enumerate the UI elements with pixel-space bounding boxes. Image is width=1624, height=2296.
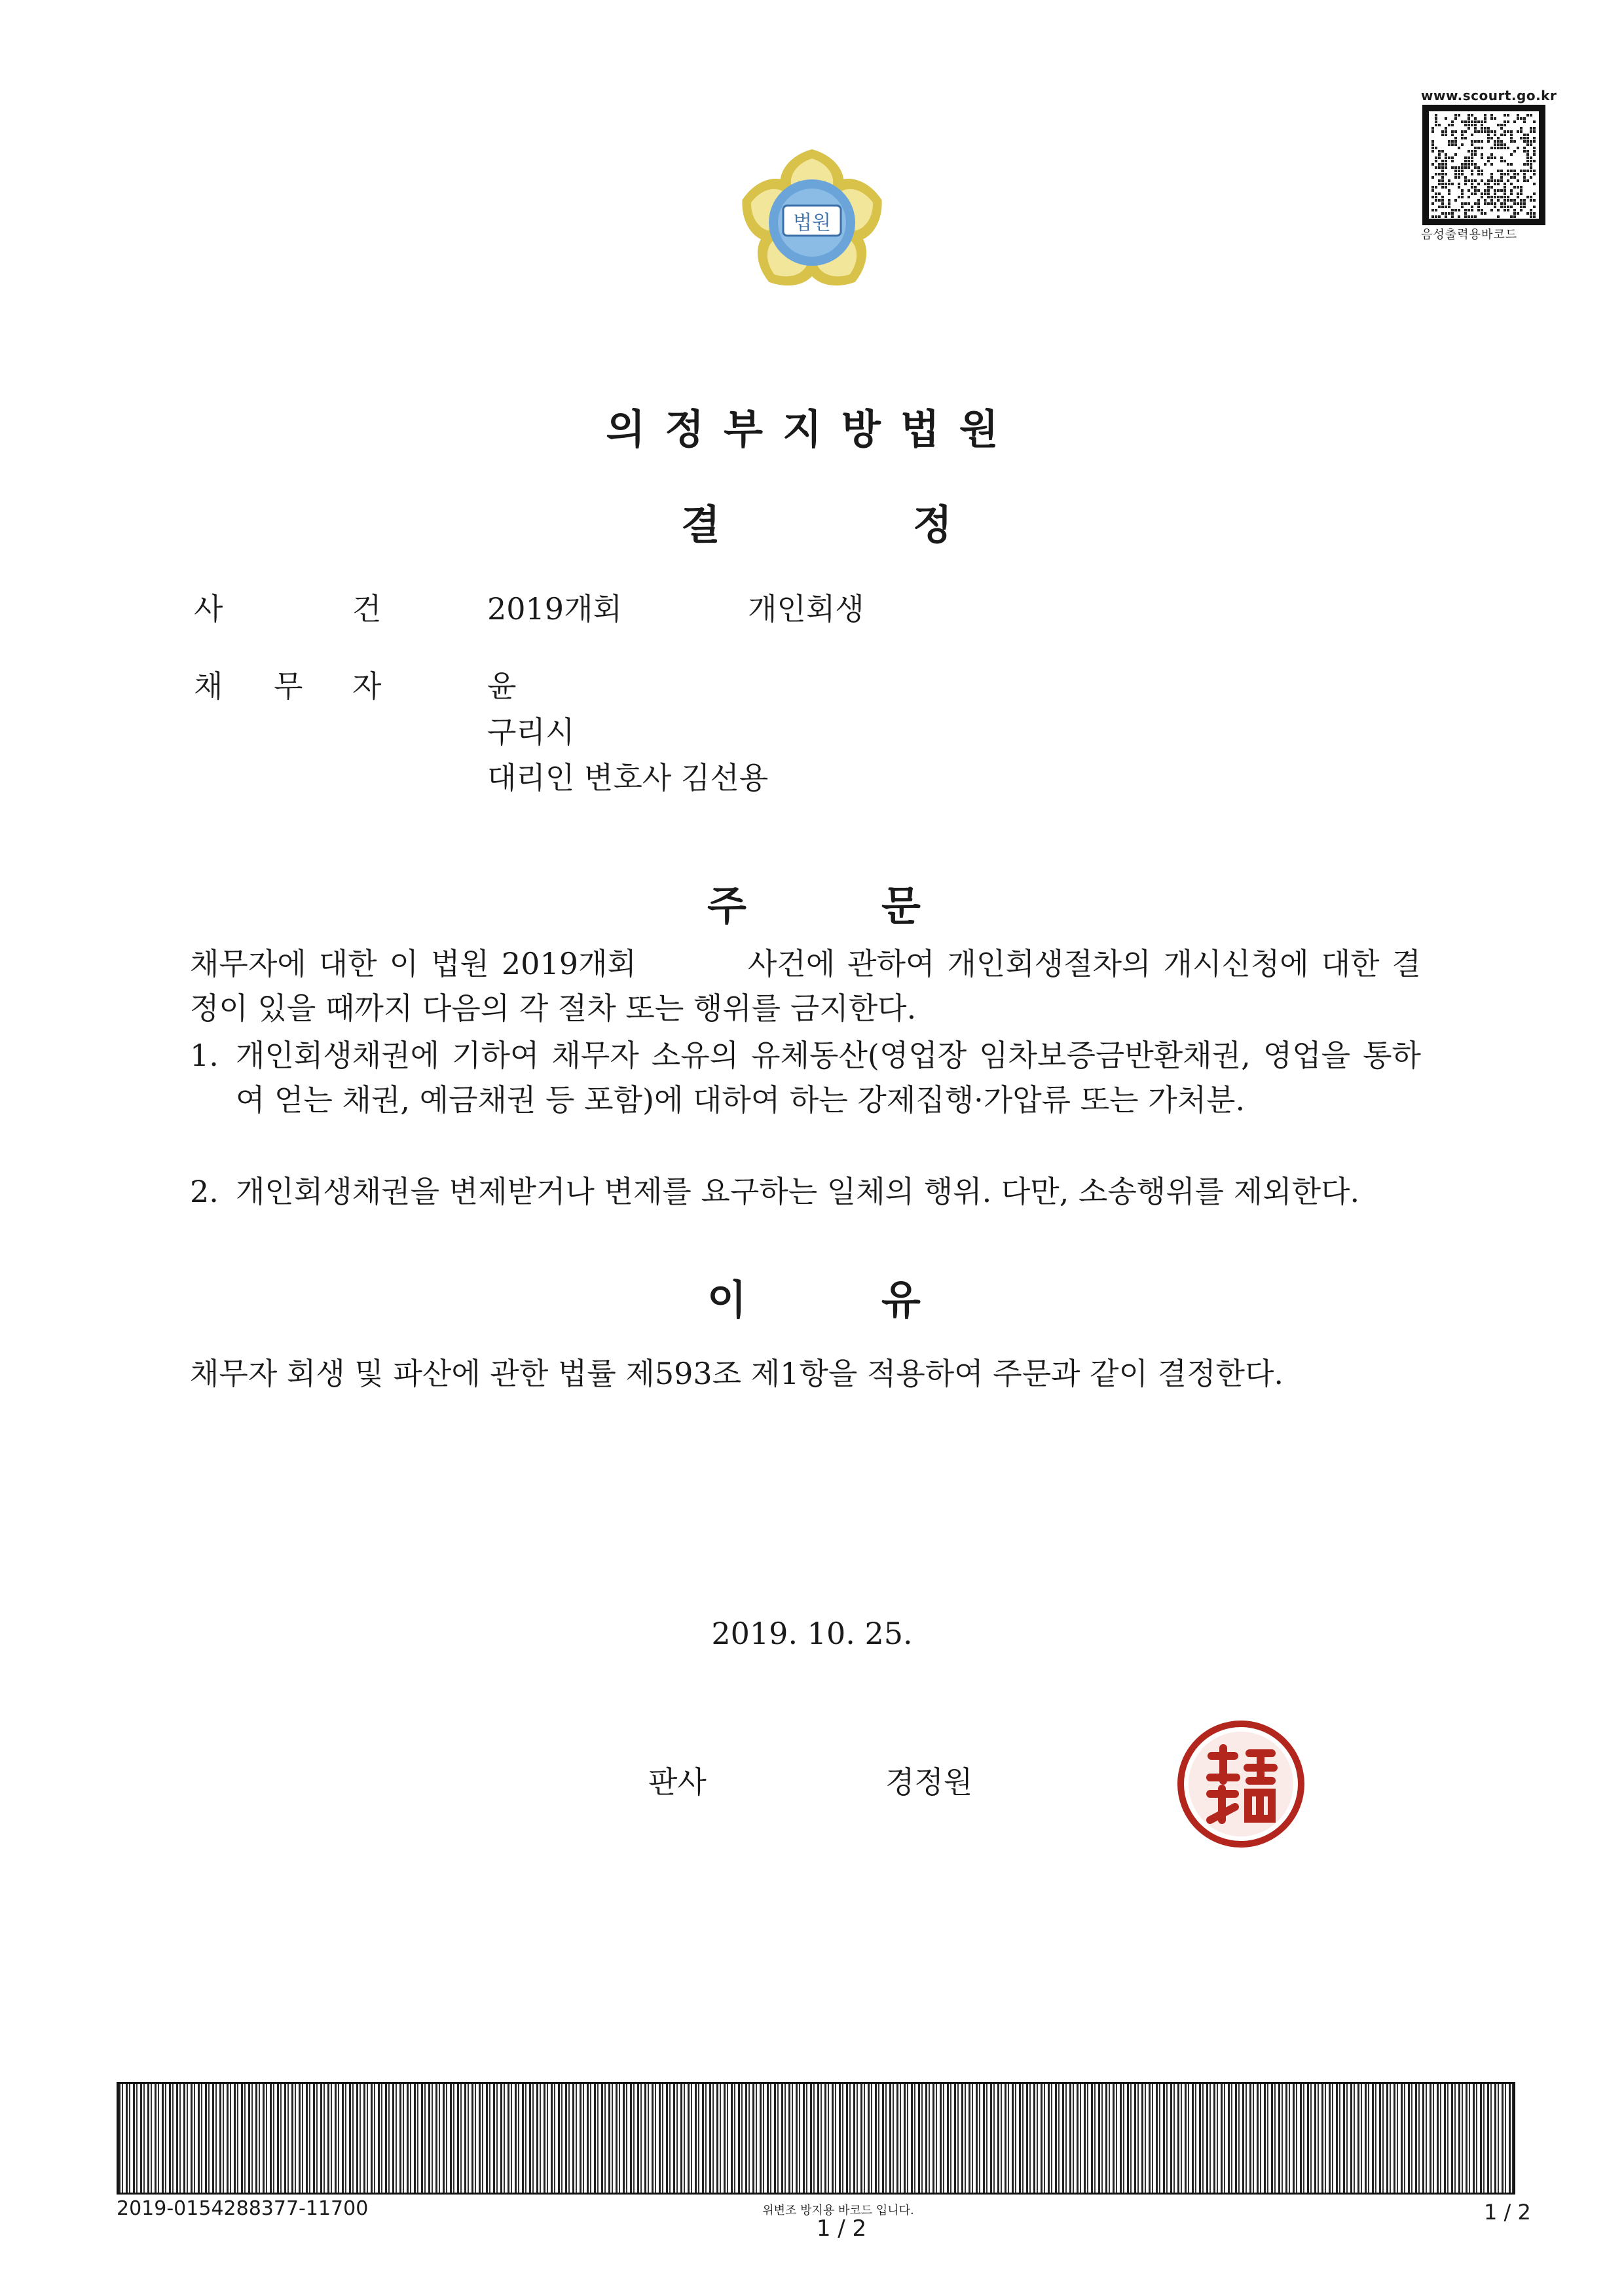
debtor-label-char-3: 자 bbox=[352, 668, 382, 704]
reason-text: 채무자 회생 및 파산에 관한 법률 제593조 제1항을 적용하여 주문과 같이 결정한다. bbox=[190, 1356, 1284, 1391]
order-heading-char-2: 문 bbox=[881, 882, 921, 930]
debtor-address: 구리시 bbox=[487, 714, 575, 750]
barcode-notice: 위변조 방지용 바코드 입니다. bbox=[762, 2204, 914, 2217]
order-item-1 bbox=[190, 1033, 1421, 1122]
case-label-char-2: 건 bbox=[352, 591, 382, 627]
voice-barcode bbox=[1422, 105, 1545, 225]
judge-seal bbox=[1172, 1715, 1310, 1853]
debtor-label-char-2: 무 bbox=[274, 668, 303, 704]
anti-forgery-barcode bbox=[117, 2082, 1515, 2195]
order-heading-char-1: 주 bbox=[707, 882, 747, 930]
reason-heading-char-2: 유 bbox=[881, 1276, 921, 1324]
document-id: 2019-0154288377-11700 bbox=[117, 2197, 369, 2220]
court-emblem bbox=[733, 144, 891, 301]
judge-label: 판사 bbox=[648, 1764, 707, 1800]
document-type-char-2: 정 bbox=[913, 501, 952, 549]
case-label-char-1: 사 bbox=[194, 591, 223, 627]
order-intro-part2: 사건에 관하여 개인회생절차의 개시신청에 대한 결정이 있을 때까지 다음의 각 절차 또는 행위를 금지한다. bbox=[190, 946, 1421, 1026]
court-url: www.scourt.go.kr bbox=[1421, 88, 1557, 103]
court-name: 의정부지방법원 bbox=[606, 405, 1018, 453]
order-item-2 bbox=[190, 1169, 1421, 1214]
order-item-text: 개인회생채권에 기하여 채무자 소유의 유체동산(영업장 임차보증금반환채권, 영업을 통하여 얻는 채권, 예금채권 등 포함)에 대하여 하는 강제집행·가압류 또는 가처분. bbox=[236, 1038, 1421, 1118]
order-item-number: 2. bbox=[190, 1174, 219, 1209]
case-number: 2019개회 bbox=[487, 591, 622, 627]
reason-heading-char-1: 이 bbox=[707, 1276, 747, 1324]
case-type: 개인회생 bbox=[748, 591, 864, 627]
barcode-caption: 음성출력용바코드 bbox=[1421, 228, 1518, 242]
order-intro-part1: 채무자에 대한 이 법원 2019개회 bbox=[190, 946, 637, 981]
svg-text:법원: 법원 bbox=[793, 211, 831, 234]
debtor-label-char-1: 채 bbox=[194, 668, 223, 704]
page-number-center: 1 / 2 bbox=[816, 2215, 867, 2242]
order-intro bbox=[190, 941, 1421, 1030]
page-number-right: 1 / 2 bbox=[1484, 2200, 1531, 2225]
decision-date: 2019. 10. 25. bbox=[711, 1616, 913, 1651]
order-item-number: 1. bbox=[190, 1038, 219, 1073]
debtor-name: 윤 bbox=[487, 668, 517, 704]
judge-name: 경정원 bbox=[885, 1764, 973, 1800]
order-item-text: 개인회생채권을 변제받거나 변제를 요구하는 일체의 행위. 다만, 소송행위를 제외한다. bbox=[236, 1174, 1360, 1209]
debtor-agent: 대리인 변호사 김선용 bbox=[487, 760, 769, 795]
document-type-char-1: 결 bbox=[681, 501, 720, 549]
